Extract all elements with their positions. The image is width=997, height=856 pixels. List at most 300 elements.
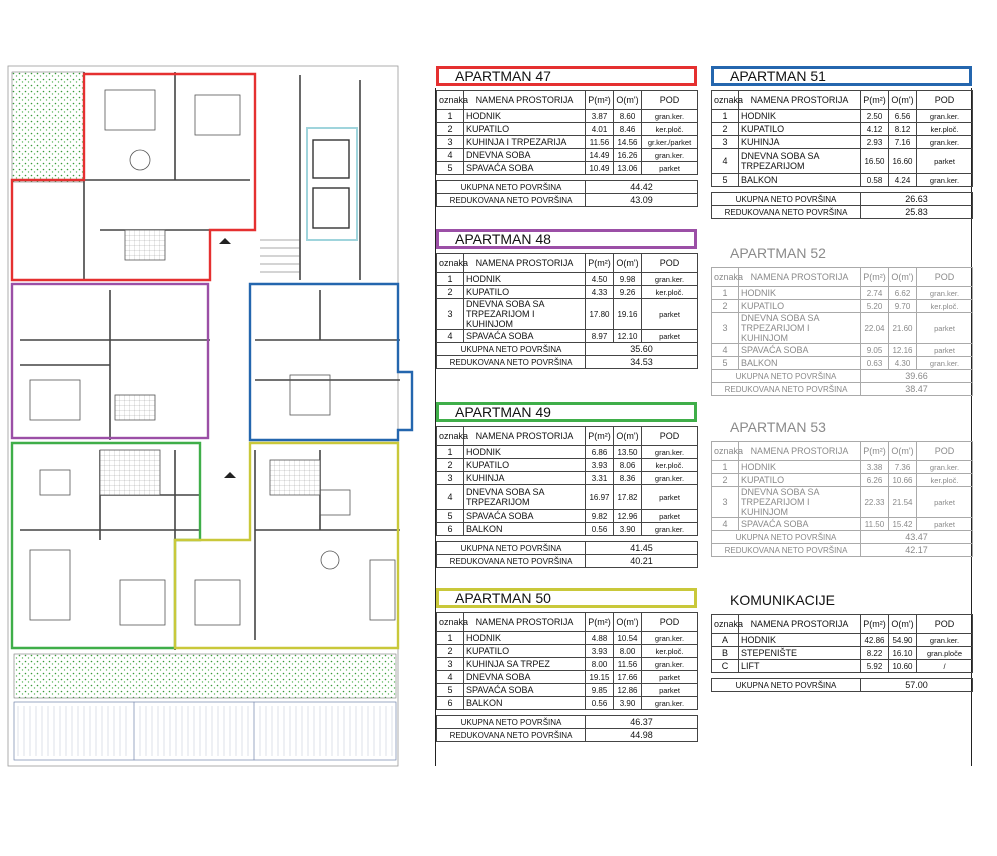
table-row	[712, 660, 973, 673]
room-area: 4.12	[861, 123, 889, 136]
table-row	[437, 510, 698, 523]
redukovana-value: 42.17	[861, 544, 973, 557]
room-name: KUHINJA	[739, 136, 861, 149]
room-name: KUHINJA SA TRPEZ	[464, 658, 586, 671]
room-floor: parket	[917, 344, 973, 357]
table-row	[712, 634, 973, 647]
room-area: 3.38	[861, 461, 889, 474]
room-name: DNEVNA SOBA SA TRPEZARIJOM I KUHINJOM	[739, 487, 861, 518]
header-p: P(m²)	[861, 268, 889, 287]
room-perimeter: 9.70	[889, 300, 917, 313]
room-area: 10.49	[586, 162, 614, 175]
room-area: 3.87	[586, 110, 614, 123]
header-oz: oznaka	[712, 268, 739, 287]
room-name: SPAVAĆA SOBA	[464, 684, 586, 697]
room-perimeter: 12.16	[889, 344, 917, 357]
neto-value: 39.66	[861, 370, 973, 383]
table-row	[437, 684, 698, 697]
table-row	[437, 162, 698, 175]
room-oznaka: 1	[437, 446, 464, 459]
room-floor: ker.ploč.	[642, 286, 698, 299]
header-pod: POD	[917, 615, 973, 634]
room-name: LIFT	[739, 660, 861, 673]
room-perimeter: 10.54	[614, 632, 642, 645]
room-perimeter: 21.54	[889, 487, 917, 518]
table-header-row	[437, 254, 698, 273]
neto-row	[712, 531, 973, 544]
room-oznaka: 6	[437, 523, 464, 536]
room-oznaka: 2	[437, 123, 464, 136]
header-o: O(m')	[889, 268, 917, 287]
redukovana-row	[712, 206, 973, 219]
room-perimeter: 17.82	[614, 485, 642, 510]
header-namena: NAMENA PROSTORIJA	[739, 91, 861, 110]
room-floor: gran.ker.	[917, 461, 973, 474]
room-area: 2.74	[861, 287, 889, 300]
table-row	[712, 300, 973, 313]
room-perimeter: 16.60	[889, 149, 917, 174]
room-area: 19.15	[586, 671, 614, 684]
room-name: KUHINJA I TRPEZARIJA	[464, 136, 586, 149]
apartment-title: APARTMAN 49	[436, 402, 697, 422]
room-area: 11.50	[861, 518, 889, 531]
room-oznaka: 5	[712, 357, 739, 370]
room-floor: ker.ploč.	[642, 459, 698, 472]
room-floor: parket	[917, 518, 973, 531]
room-perimeter: 8.60	[614, 110, 642, 123]
room-perimeter: 16.10	[889, 647, 917, 660]
room-area: 4.01	[586, 123, 614, 136]
room-perimeter: 11.56	[614, 658, 642, 671]
room-area: 4.88	[586, 632, 614, 645]
room-perimeter: 13.50	[614, 446, 642, 459]
header-oz: oznaka	[712, 91, 739, 110]
header-o: O(m')	[614, 91, 642, 110]
header-p: P(m²)	[586, 613, 614, 632]
header-p: P(m²)	[861, 91, 889, 110]
redukovana-value: 38.47	[861, 383, 973, 396]
redukovana-value: 44.98	[586, 729, 698, 742]
table-row	[712, 461, 973, 474]
room-area: 17.80	[586, 299, 614, 330]
neto-value: 43.47	[861, 531, 973, 544]
room-oznaka: 3	[437, 658, 464, 671]
neto-value: 26.63	[861, 193, 973, 206]
table-header-row	[437, 91, 698, 110]
room-oznaka: A	[712, 634, 739, 647]
room-perimeter: 3.90	[614, 697, 642, 710]
summary-table	[711, 369, 973, 396]
table-row	[712, 174, 973, 187]
rooms-table	[711, 441, 973, 531]
header-pod: POD	[642, 613, 698, 632]
room-area: 6.86	[586, 446, 614, 459]
room-floor: gran.ker.	[917, 634, 973, 647]
floor-plan	[0, 0, 430, 856]
table-row	[712, 487, 973, 518]
table-row	[712, 474, 973, 487]
garden-bottom	[14, 654, 396, 698]
room-oznaka: 5	[437, 510, 464, 523]
table-header-row	[712, 615, 973, 634]
room-name: SPAVAĆA SOBA	[739, 344, 861, 357]
redukovana-value: 40.21	[586, 555, 698, 568]
header-o: O(m')	[614, 613, 642, 632]
garden-top	[12, 72, 84, 182]
room-area: 22.04	[861, 313, 889, 344]
redukovana-value: 43.09	[586, 194, 698, 207]
table-row	[712, 136, 973, 149]
room-area: 3.93	[586, 459, 614, 472]
room-floor: gran.ploče	[917, 647, 973, 660]
room-name: KUHINJA	[464, 472, 586, 485]
room-name: SPAVAĆA SOBA	[464, 510, 586, 523]
room-name: KUPATILO	[739, 474, 861, 487]
room-floor: gran.ker.	[917, 357, 973, 370]
table-header-row	[712, 442, 973, 461]
room-floor: parket	[642, 485, 698, 510]
room-perimeter: 3.90	[614, 523, 642, 536]
header-namena: NAMENA PROSTORIJA	[464, 254, 586, 273]
room-area: 8.00	[586, 658, 614, 671]
room-floor: gran.ker.	[642, 658, 698, 671]
room-floor: gr.ker./parket	[642, 136, 698, 149]
header-namena: NAMENA PROSTORIJA	[739, 442, 861, 461]
summary-table	[436, 541, 698, 568]
table-row	[437, 136, 698, 149]
room-oznaka: 5	[437, 162, 464, 175]
room-name: DNEVNA SOBA SA TRPEZARIJOM I KUHINJOM	[464, 299, 586, 330]
room-floor: ker.ploč.	[917, 474, 973, 487]
rooms-table	[711, 614, 973, 673]
table-row	[437, 485, 698, 510]
room-perimeter: 14.56	[614, 136, 642, 149]
room-area: 42.86	[861, 634, 889, 647]
room-oznaka: 5	[712, 174, 739, 187]
rooms-table	[711, 267, 973, 370]
header-p: P(m²)	[861, 442, 889, 461]
summary-table	[711, 192, 973, 219]
table-header-row	[437, 613, 698, 632]
room-oznaka: C	[712, 660, 739, 673]
room-floor: /	[917, 660, 973, 673]
apartment-title: APARTMAN 51	[711, 66, 972, 86]
room-floor: ker.ploč.	[642, 123, 698, 136]
header-namena: NAMENA PROSTORIJA	[464, 613, 586, 632]
room-name: KUPATILO	[739, 300, 861, 313]
table-row	[712, 518, 973, 531]
room-floor: gran.ker.	[642, 110, 698, 123]
rooms-table	[711, 90, 973, 187]
room-perimeter: 13.06	[614, 162, 642, 175]
room-area: 9.82	[586, 510, 614, 523]
summary-table	[711, 678, 973, 692]
header-pod: POD	[917, 91, 973, 110]
room-perimeter: 10.60	[889, 660, 917, 673]
room-oznaka: 1	[712, 287, 739, 300]
neto-value: 41.45	[586, 542, 698, 555]
room-name: KUPATILO	[464, 123, 586, 136]
room-floor: gran.ker.	[917, 136, 973, 149]
neto-label: UKUPNA NETO POVRŠINA	[437, 181, 586, 194]
room-floor: parket	[642, 299, 698, 330]
apartment-title: APARTMAN 47	[436, 66, 697, 86]
room-name: HODNIK	[464, 632, 586, 645]
table-row	[437, 110, 698, 123]
room-oznaka: 4	[437, 485, 464, 510]
room-perimeter: 17.66	[614, 671, 642, 684]
redukovana-label: REDUKOVANA NETO POVRŠINA	[437, 194, 586, 207]
header-o: O(m')	[889, 91, 917, 110]
table-row	[437, 632, 698, 645]
header-namena: NAMENA PROSTORIJA	[464, 427, 586, 446]
room-name: HODNIK	[464, 273, 586, 286]
room-oznaka: B	[712, 647, 739, 660]
room-oznaka: 2	[712, 123, 739, 136]
neto-value: 35.60	[586, 343, 698, 356]
rooms-table	[436, 612, 698, 710]
room-name: BALKON	[739, 357, 861, 370]
header-pod: POD	[642, 254, 698, 273]
header-pod: POD	[642, 427, 698, 446]
room-area: 16.50	[861, 149, 889, 174]
room-perimeter: 8.36	[614, 472, 642, 485]
table-row	[437, 149, 698, 162]
room-area: 16.97	[586, 485, 614, 510]
room-area: 3.31	[586, 472, 614, 485]
table-row	[712, 287, 973, 300]
neto-row	[712, 679, 973, 692]
neto-label: UKUPNA NETO POVRŠINA	[437, 716, 586, 729]
room-name: SPAVAĆA SOBA	[464, 330, 586, 343]
table-row	[437, 472, 698, 485]
room-name: KUPATILO	[464, 645, 586, 658]
room-oznaka: 3	[437, 472, 464, 485]
room-floor: ker.ploč.	[917, 123, 973, 136]
redukovana-label: REDUKOVANA NETO POVRŠINA	[437, 729, 586, 742]
summary-table	[711, 530, 973, 557]
header-p: P(m²)	[586, 427, 614, 446]
table-row	[437, 645, 698, 658]
room-oznaka: 3	[437, 136, 464, 149]
rooms-table	[436, 426, 698, 536]
room-oznaka: 1	[437, 273, 464, 286]
room-area: 2.93	[861, 136, 889, 149]
header-p: P(m²)	[586, 91, 614, 110]
room-name: BALKON	[464, 523, 586, 536]
summary-table	[436, 180, 698, 207]
room-oznaka: 4	[437, 671, 464, 684]
header-o: O(m')	[614, 427, 642, 446]
room-floor: parket	[917, 313, 973, 344]
room-floor: gran.ker.	[917, 110, 973, 123]
header-oz: oznaka	[437, 254, 464, 273]
room-name: DNEVNA SOBA	[464, 149, 586, 162]
header-p: P(m²)	[586, 254, 614, 273]
table-row	[437, 671, 698, 684]
room-name: BALKON	[739, 174, 861, 187]
room-oznaka: 4	[712, 344, 739, 357]
neto-label: UKUPNA NETO POVRŠINA	[712, 679, 861, 692]
header-oz: oznaka	[437, 91, 464, 110]
table-row	[712, 647, 973, 660]
table-row	[712, 344, 973, 357]
header-pod: POD	[917, 442, 973, 461]
room-floor: gran.ker.	[642, 523, 698, 536]
room-oznaka: 1	[712, 461, 739, 474]
apartment-title: APARTMAN 52	[730, 245, 826, 261]
room-area: 6.26	[861, 474, 889, 487]
table-row	[437, 523, 698, 536]
room-area: 0.58	[861, 174, 889, 187]
room-floor: gran.ker.	[917, 287, 973, 300]
header-namena: NAMENA PROSTORIJA	[739, 615, 861, 634]
room-oznaka: 2	[437, 459, 464, 472]
header-oz: oznaka	[712, 442, 739, 461]
room-name: STEPENIŠTE	[739, 647, 861, 660]
room-area: 4.50	[586, 273, 614, 286]
room-oznaka: 5	[437, 684, 464, 697]
neto-value: 44.42	[586, 181, 698, 194]
room-oznaka: 1	[437, 632, 464, 645]
room-floor: gran.ker.	[642, 472, 698, 485]
room-perimeter: 16.26	[614, 149, 642, 162]
room-floor: gran.ker.	[642, 446, 698, 459]
room-name: SPAVAĆA SOBA	[464, 162, 586, 175]
room-oznaka: 1	[712, 110, 739, 123]
room-oznaka: 3	[712, 487, 739, 518]
room-floor: parket	[917, 487, 973, 518]
table-header-row	[712, 268, 973, 287]
header-pod: POD	[642, 91, 698, 110]
table-row	[437, 286, 698, 299]
room-floor: ker.ploč.	[917, 300, 973, 313]
room-name: DNEVNA SOBA SA TRPEZARIJOM	[739, 149, 861, 174]
redukovana-label: REDUKOVANA NETO POVRŠINA	[437, 356, 586, 369]
table-row	[437, 330, 698, 343]
room-perimeter: 54.90	[889, 634, 917, 647]
redukovana-label: REDUKOVANA NETO POVRŠINA	[712, 206, 861, 219]
room-oznaka: 6	[437, 697, 464, 710]
neto-label: UKUPNA NETO POVRŠINA	[712, 531, 861, 544]
room-perimeter: 6.62	[889, 287, 917, 300]
room-area: 11.56	[586, 136, 614, 149]
room-floor: parket	[642, 330, 698, 343]
redukovana-value: 34.53	[586, 356, 698, 369]
room-floor: gran.ker.	[642, 632, 698, 645]
header-o: O(m')	[889, 615, 917, 634]
room-oznaka: 2	[712, 300, 739, 313]
table-row	[712, 313, 973, 344]
table-header-row	[437, 427, 698, 446]
room-perimeter: 19.16	[614, 299, 642, 330]
neto-row	[437, 181, 698, 194]
room-oznaka: 4	[712, 149, 739, 174]
header-namena: NAMENA PROSTORIJA	[464, 91, 586, 110]
room-area: 9.85	[586, 684, 614, 697]
room-floor: parket	[642, 684, 698, 697]
apartment-title: APARTMAN 53	[730, 419, 826, 435]
room-oznaka: 4	[437, 149, 464, 162]
room-perimeter: 12.96	[614, 510, 642, 523]
room-floor: gran.ker.	[642, 149, 698, 162]
room-oznaka: 3	[437, 299, 464, 330]
header-oz: oznaka	[437, 613, 464, 632]
room-name: BALKON	[464, 697, 586, 710]
neto-value: 57.00	[861, 679, 973, 692]
neto-row	[712, 370, 973, 383]
room-area: 2.50	[861, 110, 889, 123]
room-name: HODNIK	[739, 110, 861, 123]
room-floor: gran.ker.	[642, 697, 698, 710]
room-perimeter: 9.26	[614, 286, 642, 299]
redukovana-row	[712, 383, 973, 396]
neto-label: UKUPNA NETO POVRŠINA	[437, 343, 586, 356]
room-oznaka: 1	[437, 110, 464, 123]
room-oznaka: 2	[437, 286, 464, 299]
rooms-table	[436, 253, 698, 343]
redukovana-label: REDUKOVANA NETO POVRŠINA	[712, 544, 861, 557]
redukovana-row	[712, 544, 973, 557]
room-name: HODNIK	[464, 446, 586, 459]
room-floor: gran.ker.	[917, 174, 973, 187]
room-perimeter: 4.24	[889, 174, 917, 187]
room-floor: ker.ploč.	[642, 645, 698, 658]
apartment-title: KOMUNIKACIJE	[730, 592, 836, 608]
table-row	[712, 110, 973, 123]
room-area: 5.20	[861, 300, 889, 313]
room-name: HODNIK	[739, 634, 861, 647]
room-oznaka: 3	[712, 313, 739, 344]
room-perimeter: 8.00	[614, 645, 642, 658]
table-header-row	[712, 91, 973, 110]
room-name: SPAVAĆA SOBA	[739, 518, 861, 531]
rooms-table	[436, 90, 698, 175]
header-p: P(m²)	[861, 615, 889, 634]
room-name: KUPATILO	[739, 123, 861, 136]
table-row	[437, 459, 698, 472]
room-area: 22.33	[861, 487, 889, 518]
room-perimeter: 12.86	[614, 684, 642, 697]
header-oz: oznaka	[437, 427, 464, 446]
table-row	[437, 446, 698, 459]
header-namena: NAMENA PROSTORIJA	[739, 268, 861, 287]
neto-label: UKUPNA NETO POVRŠINA	[712, 193, 861, 206]
room-area: 5.92	[861, 660, 889, 673]
table-row	[437, 273, 698, 286]
room-name: DNEVNA SOBA SA TRPEZARIJOM	[464, 485, 586, 510]
room-oznaka: 3	[712, 136, 739, 149]
header-pod: POD	[917, 268, 973, 287]
header-o: O(m')	[614, 254, 642, 273]
neto-label: UKUPNA NETO POVRŠINA	[437, 542, 586, 555]
room-oznaka: 2	[712, 474, 739, 487]
room-area: 0.56	[586, 523, 614, 536]
room-area: 3.93	[586, 645, 614, 658]
summary-table	[436, 715, 698, 742]
room-perimeter: 6.56	[889, 110, 917, 123]
redukovana-row	[437, 356, 698, 369]
table-row	[712, 149, 973, 174]
apartment-title: APARTMAN 48	[436, 229, 697, 249]
room-oznaka: 2	[437, 645, 464, 658]
room-floor: parket	[642, 510, 698, 523]
room-floor: gran.ker.	[642, 273, 698, 286]
room-perimeter: 12.10	[614, 330, 642, 343]
room-perimeter: 8.12	[889, 123, 917, 136]
room-perimeter: 15.42	[889, 518, 917, 531]
redukovana-row	[437, 729, 698, 742]
